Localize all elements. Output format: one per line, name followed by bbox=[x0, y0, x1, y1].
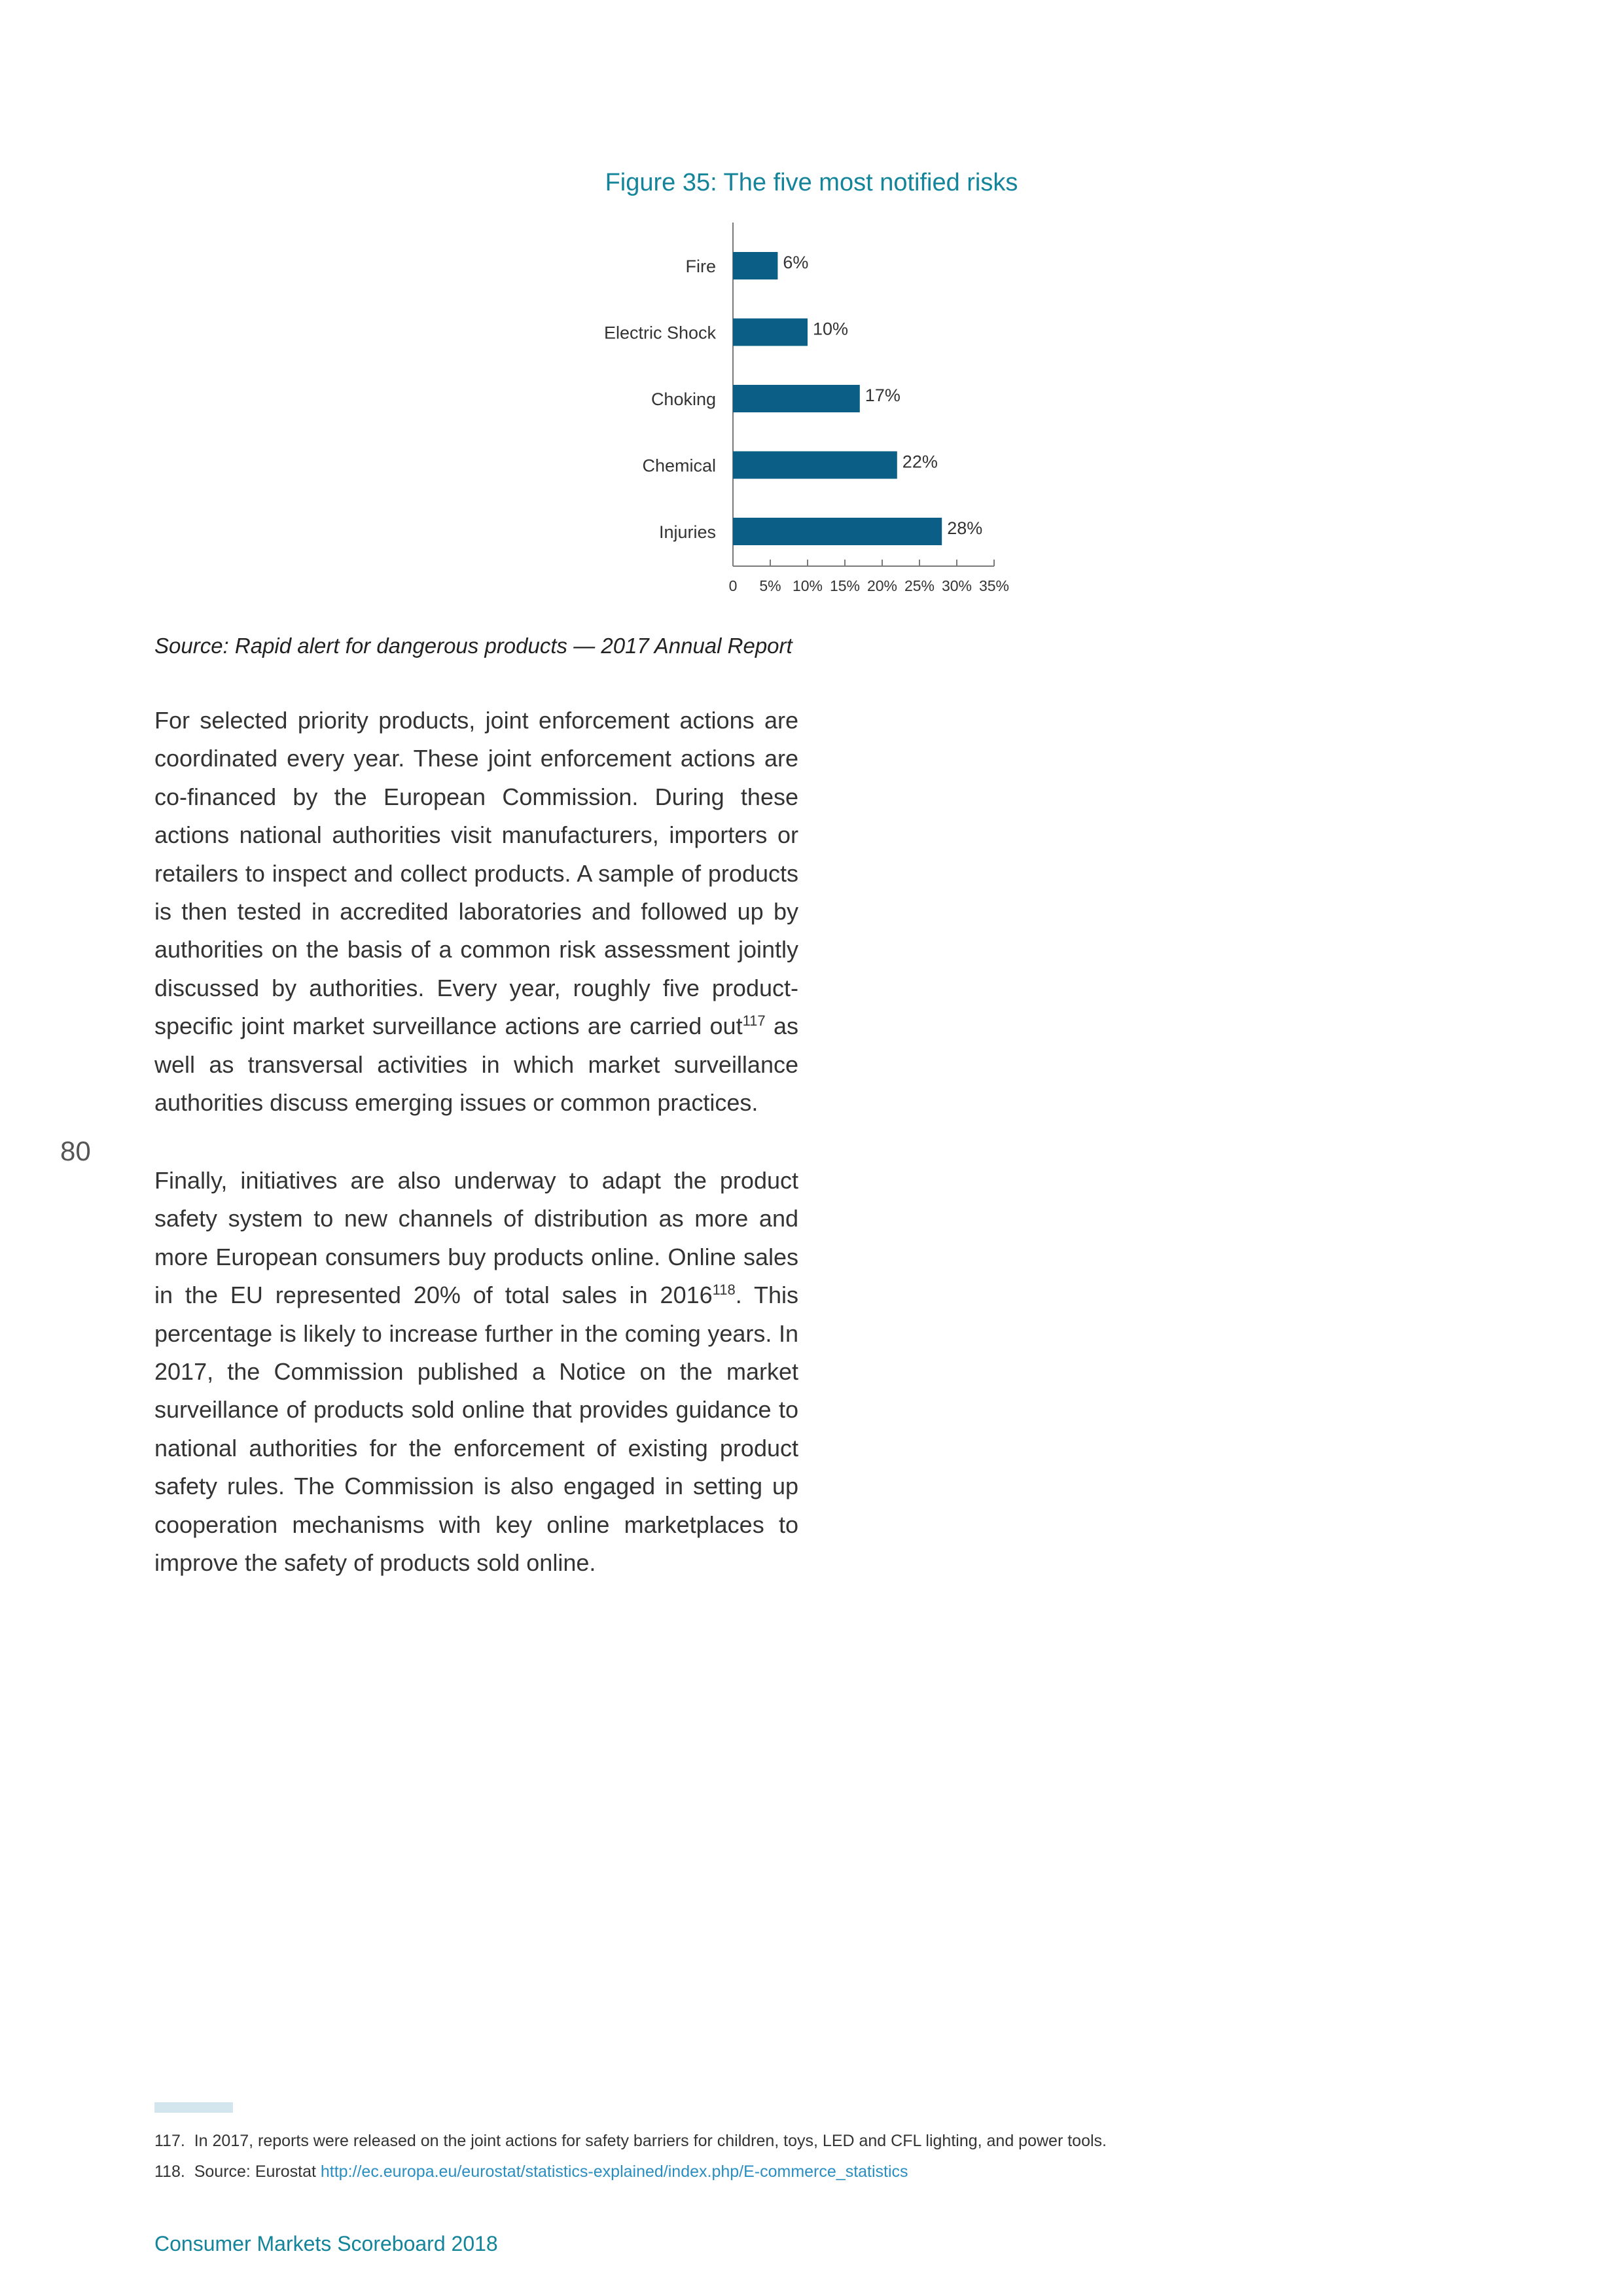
x-tick-label: 0 bbox=[728, 577, 738, 594]
category-label: Chemical bbox=[642, 456, 716, 476]
paragraph-tail: as well as transversal activities in which market surveillance authorities discuss emerging issues or common practices. bbox=[154, 1013, 798, 1117]
eurostat-link[interactable]: http://ec.europa.eu/eurostat/statistics-explained/index.php/E-commerce_statistics bbox=[320, 2162, 908, 2181]
category-label: Electric Shock bbox=[603, 323, 716, 343]
body-paragraph-1 bbox=[154, 702, 798, 1122]
footnote-number: 118. bbox=[154, 2162, 185, 2181]
category-label: Injuries bbox=[658, 522, 716, 542]
footnote-117 bbox=[154, 2132, 1107, 2151]
category-label: Fire bbox=[685, 257, 716, 276]
data-label: 10% bbox=[813, 319, 849, 339]
category-label: Choking bbox=[651, 389, 716, 409]
paragraph-text: Finally, initiatives are also underway to adapt the product safety system to new channels of distribution as more and more European consumers buy products online. Online sales in the EU represented 20% of total sales in 2016 bbox=[154, 1167, 798, 1309]
footnote-ref-117: 117 bbox=[742, 1013, 766, 1030]
page-number: 80 bbox=[60, 1136, 91, 1166]
x-tick-label: 10% bbox=[792, 577, 823, 594]
body-paragraph-2 bbox=[154, 1162, 798, 1582]
figure-title: Figure 35: The five most notified risks bbox=[605, 169, 1018, 196]
bar-chart bbox=[576, 216, 1073, 602]
x-tick-label: 5% bbox=[759, 577, 781, 594]
bar-choking bbox=[733, 385, 860, 412]
x-tick-label: 30% bbox=[941, 577, 972, 594]
bar-chemical bbox=[733, 452, 897, 479]
bar-fire bbox=[733, 252, 777, 279]
data-label: 17% bbox=[865, 386, 901, 405]
footnote-ref-118: 118 bbox=[712, 1282, 736, 1299]
data-label: 28% bbox=[947, 518, 983, 538]
footnote-divider bbox=[154, 2102, 233, 2113]
x-tick-label: 15% bbox=[829, 577, 861, 594]
paragraph-tail: . This percentage is likely to increase further in the coming years. In 2017, the Commission published a Notice on the market surveillance of products sold online that provides guidance to national authorities for the enforcement of existing product safety rules. The Commission is also engaged in setting up cooperation mechanisms with key online marketplaces to improve the safety of products sold online. bbox=[154, 1282, 798, 1577]
data-label: 22% bbox=[902, 452, 938, 472]
footnote-text: Source: Eurostat bbox=[194, 2162, 321, 2181]
figure-source: Source: Rapid alert for dangerous products — 2017 Annual Report bbox=[154, 634, 793, 658]
footnote-118 bbox=[154, 2162, 908, 2181]
x-tick-label: 20% bbox=[866, 577, 898, 594]
bar-injuries bbox=[733, 518, 942, 545]
data-label: 6% bbox=[783, 253, 809, 272]
x-tick-label: 25% bbox=[904, 577, 935, 594]
footnote-number: 117. bbox=[154, 2132, 185, 2150]
x-tick-label: 35% bbox=[978, 577, 1010, 594]
footer-title: Consumer Markets Scoreboard 2018 bbox=[154, 2232, 498, 2255]
footnote-text: In 2017, reports were released on the joint actions for safety barriers for children, toys, LED and CFL lighting, and power tools. bbox=[194, 2132, 1107, 2150]
paragraph-text: For selected priority products, joint enforcement actions are coordinated every year. These joint enforcement actions are co-financed by the European Commission. During these actions national authorities visit manufacturers, importers or retailers to inspect and collect products. A sample of products is then tested in accredited laboratories and followed up by authorities on the basis of a common risk assessment jointly discussed by authorities. Every year, roughly five product-specific joint market surveillance actions are carried out bbox=[154, 707, 798, 1040]
bar-electric-shock bbox=[733, 319, 808, 346]
